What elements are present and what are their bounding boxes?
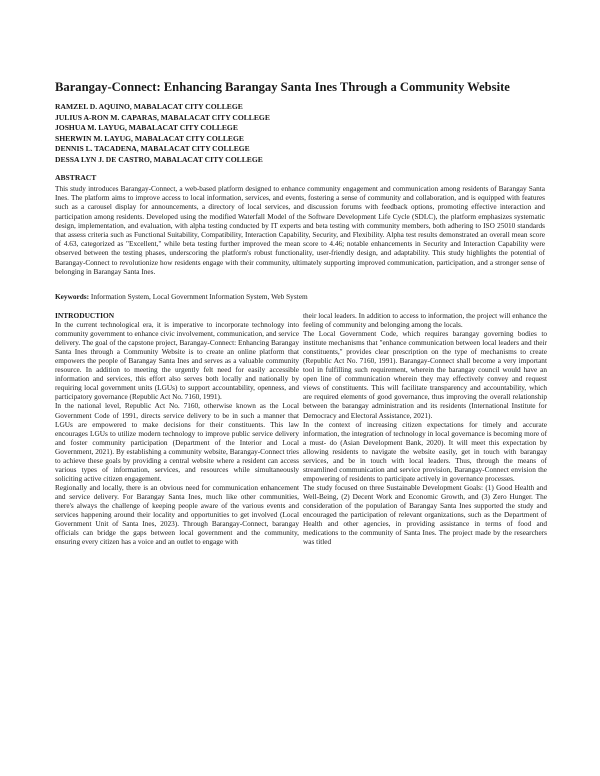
author-line: RAMZEL D. AQUINO, MABALACAT CITY COLLEGE [55, 102, 243, 111]
author-line: JOSHUA M. LAYUG, MABALACAT CITY COLLEGE [55, 123, 238, 133]
abstract-text: This study introduces Barangay-Connect, a web-based platform designed to enhance community engagement and communication among residents of Barangay Santa Ines. The platform aims to improve access to local information, services, and events, fostering a sense of community and collaboration, and is equipped with features such as a carousel display for announcements, a directory of local services, and discussion forums with feedback options, promoting effective interaction and participation among residents. Developed using the modified Waterfall Model of the Software Development Life Cycle (SDLC), the platform emphasizes systematic design, implementation, and evaluation, with alpha testing conducted by IT experts and beta testing with community members, both adhering to ISO 25010 standards that assess criteria such as Functional Suitability, Compatibility, Interaction Capability, Security, and Flexibility. Alpha test results demonstrated an overall mean score of 4.63, categorized as "Excellent," while beta testing further improved the mean score to 4.46; notable enhancements in Security and Interaction Capability were observed between the testing phases, underscoring the platform's robust functionality, user-friendly design, and adaptability. This study highlights the potential of Barangay-Connect to revolutionize how residents engage with their community, ultimately supporting improved communication, participation, and a stronger sense of belonging in Barangay Santa Ines. [55, 184, 545, 276]
author-line: DENNIS L. TACADENA, MABALACAT CITY COLLEGE [55, 144, 250, 154]
body-paragraph: their local leaders. In addition to access to information, the project will enhance the feeling of community and belonging among the locals. [303, 311, 547, 330]
author-line: JULIUS A-RON M. CAPARAS, MABALACAT CITY COLLEGE [55, 112, 270, 122]
paper-title: Barangay-Connect: Enhancing Barangay Santa Ines Through a Community Website [55, 80, 510, 94]
body-paragraph: In the current technological era, it is imperative to incorporate technology into community government to enhance civic involvement, communication, and service delivery. The goal of the capstone project, Barangay-Connect: Enhancing Barangay Santa Ines through a Community Website is to create an online platform that empowers the people of Barangay Santa Ines and serves as a valuable community resource. In addition to meeting the urgently felt need for easily accessible information and services, this effort also serves both locally and nationally by requiring local government units (LGUs) to support accountability, openness, and participatory governance (Republic Act No. 7160, 1991). [55, 320, 299, 402]
author-line: DESSA LYN J. DE CASTRO, MABALACAT CITY COLLEGE [55, 154, 263, 164]
body-paragraph: In the national level, Republic Act No. 7160, otherwise known as the Local Government Code of 1991, directs service delivery to be in such a manner that LGUs are empowered to make decisions for their constituents. This law encourages LGUs to utilize modern technology to improve public service delivery and foster community participation (Department of the Interior and Local Government, 2021). By establishing a community website, Barangay-Connect tries to achieve these goals by providing a central website where a resident can access various types of information, services, and resources while simultaneously soliciting active citizen engagement. [55, 401, 299, 483]
body-paragraph: The study focused on three Sustainable Development Goals: (1) Good Health and Well-Being, (2) Decent Work and Economic Growth, and (3) Zero Hunger. The consideration of the population of Barangay Santa Ines supported the study and encouraged the participation of relevant organizations, such as the Department of Health and other agencies, in providing assistance in terms of food and medications to the community of Santa Ines. The project made by the researchers was titled [303, 482, 547, 547]
abstract-heading: ABSTRACT [55, 173, 97, 182]
author-line: SHERWIN M. LAYUG, MABALACAT CITY COLLEGE [55, 133, 244, 143]
introduction-heading: INTRODUCTION [55, 311, 115, 320]
right-column [303, 311, 547, 546]
body-paragraph: Regionally and locally, there is an obvious need for communication enhancement and service delivery. For Barangay Santa Ines, much like other communities, there's always the challenge of keeping people aware of the various events and services happening around their locality and opportunities to get involved (Local Government Unit of Santa Ines, 2023). Through Barangay-Connect, barangay officials can bridge the gaps between local government and the community, ensuring every citizen has a voice and an outlet to engage with [55, 482, 299, 547]
author-list [55, 102, 555, 166]
left-column [55, 311, 299, 546]
body-paragraph: In the context of increasing citizen expectations for timely and accurate information, the integration of technology in local governance is becoming more of a must- do (Asian Development Bank, 2020). It will meet this expectation by allowing residents to navigate the website easily, get in touch with barangay services, and be in touch with local leaders. Thus, through the means of streamlined communication and service provision, Barangay-Connect envision the empowering of residents to participate actively in governance processes. [303, 419, 547, 483]
keywords-text: Information System, Local Government Information System, Web System [89, 292, 308, 301]
body-paragraph: The Local Government Code, which requires barangay governing bodies to institute mechanisms that "enhance communication between local leaders and their constituents," provides clear prescription on the type of mechanisms to create (Republic Act No. 7160, 1991). Barangay-Connect shall become a very important tool in fulfilling such requirement, wherein the barangay council would have an open line of communication wherein they may effectively convey and request views of constituents. This will facilitate transparency and accountability, which are required elements of good governance, thus improving the overall relationship between the barangay administration and its residents (International Institute for Democracy and Electoral Assistance, 2021). [303, 329, 547, 420]
keywords-line [55, 292, 545, 301]
keywords-label: Keywords: [55, 292, 90, 301]
